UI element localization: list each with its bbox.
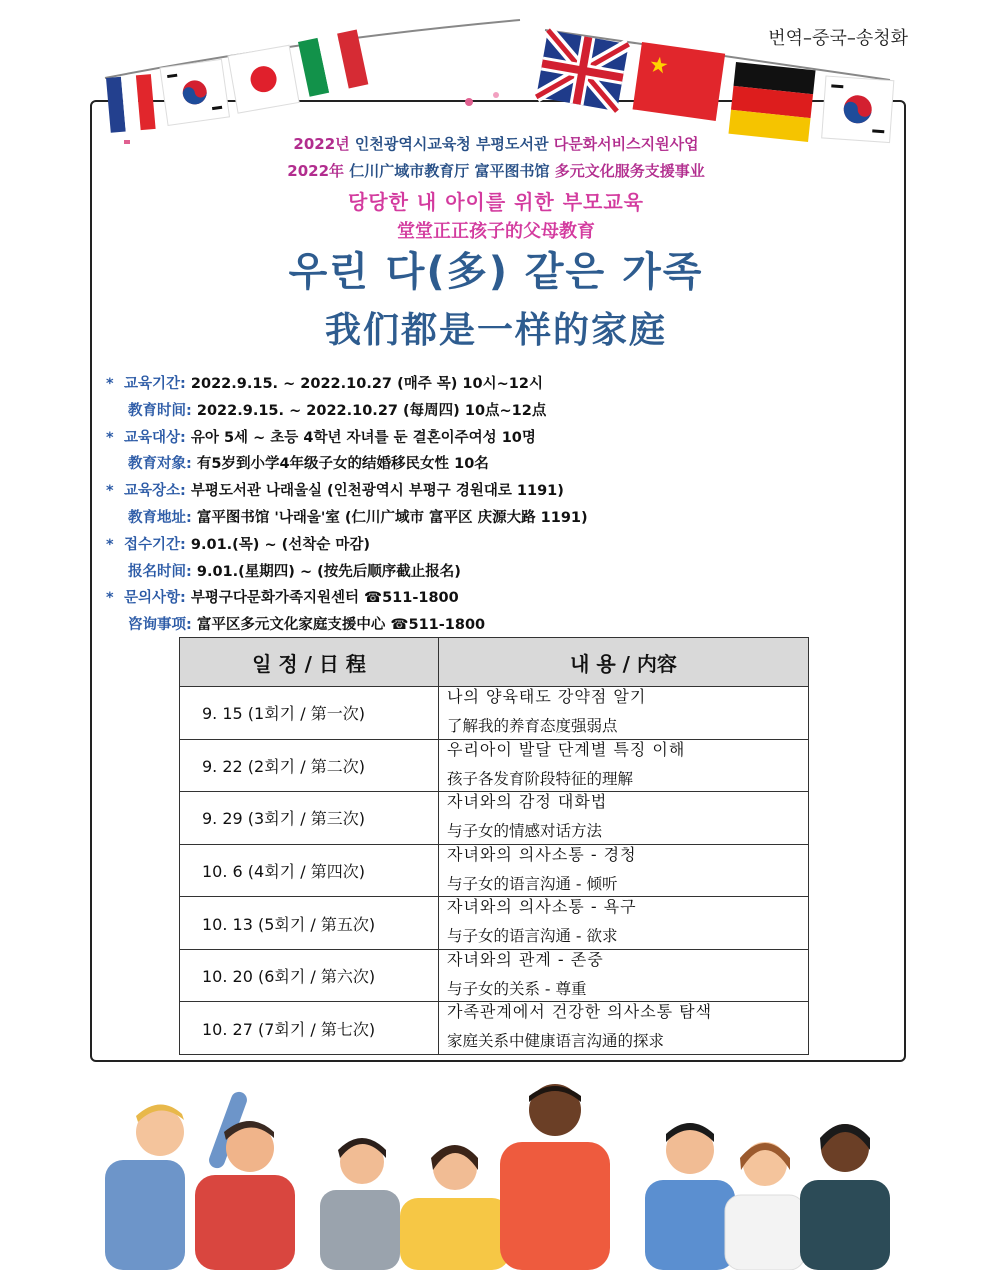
schedule-header-content: 내 용 / 内容 xyxy=(439,638,809,687)
header-line-zh: 2022年 仁川广域市教育厅 富平图书馆 多元文化服务支援事业 xyxy=(287,162,705,180)
session-content: 나의 양육태도 강약점 알기 了解我的养育态度强弱点 xyxy=(439,687,809,740)
info-row: 教育对象: 有5岁到小学4年级子女的结婚移民女性 10名 xyxy=(128,456,489,473)
table-row xyxy=(180,739,809,792)
session-date: 9. 15 (1회기 / 第一次) xyxy=(180,687,439,740)
translator-credit: 번역–중국–송청화 xyxy=(768,28,908,49)
info-row: 报名时间: 9.01.(星期四) ~ (按先后顺序截止报名) xyxy=(128,563,461,580)
title-zh: 我们都是一样的家庭 xyxy=(324,310,667,351)
info-row: 咨询事项: 富平区多元文化家庭支援中心 ☎511-1800 xyxy=(128,617,486,634)
session-content: 자녀와의 감정 대화법 与子女的情感对话方法 xyxy=(439,792,809,845)
session-content: 자녀와의 의사소통 - 경청 与子女的语言沟通 - 倾听 xyxy=(439,844,809,897)
table-row xyxy=(180,687,809,740)
info-row: * 교육기간: 2022.9.15. ~ 2022.10.27 (매주 목) 10시~12시 xyxy=(106,376,543,392)
subtitle-zh: 堂堂正正孩子的父母教育 xyxy=(397,221,595,242)
info-row: * 교육대상: 유아 5세 ~ 초등 4학년 자녀를 둔 결혼이주여성 10명 xyxy=(106,429,536,446)
info-row: 教育地址: 富平图书馆 '나래울'室 (仁川广域市 富平区 庆源大路 1191) xyxy=(128,509,588,526)
header-line-ko: 2022년 인천광역시교육청 부평도서관 다문화서비스지원사업 xyxy=(293,135,699,153)
info-section xyxy=(106,372,826,640)
session-date: 10. 27 (7회기 / 第七次) xyxy=(180,1002,439,1055)
session-date: 10. 6 (4회기 / 第四次) xyxy=(180,844,439,897)
session-content: 자녀와의 의사소통 - 욕구 与子女的语言沟通 - 欲求 xyxy=(439,897,809,950)
flag-bunting-icon xyxy=(0,0,992,150)
info-row: 教育时间: 2022.9.15. ~ 2022.10.27 (每周四) 10点~12点 xyxy=(128,402,547,419)
schedule-table xyxy=(179,637,809,1055)
session-date: 9. 22 (2회기 / 第二次) xyxy=(180,739,439,792)
info-row: * 교육장소: 부평도서관 나래울실 (인천광역시 부평구 경원대로 1191) xyxy=(106,483,564,500)
session-date: 10. 13 (5회기 / 第五次) xyxy=(180,897,439,950)
cheering-people-illustration-icon xyxy=(100,1080,895,1270)
info-row: * 접수기간: 9.01.(목) ~ (선착순 마감) xyxy=(106,536,371,553)
session-content: 자녀와의 관계 - 존중 与子女的关系 - 尊重 xyxy=(439,949,809,1002)
session-content: 가족관계에서 건강한 의사소통 탐색 家庭关系中健康语言沟通的探求 xyxy=(439,1002,809,1055)
info-row: * 문의사항: 부평구다문화가족지원센터 ☎511-1800 xyxy=(106,590,459,607)
subtitle-ko: 당당한 내 아이를 위한 부모교육 xyxy=(347,190,644,214)
table-row xyxy=(180,792,809,845)
schedule-header-date: 일 정 / 日 程 xyxy=(180,638,439,687)
schedule-header-row xyxy=(180,638,809,687)
session-date: 9. 29 (3회기 / 第三次) xyxy=(180,792,439,845)
table-row xyxy=(180,949,809,1002)
svg-text:★: ★ xyxy=(647,52,671,80)
title-ko: 우린 다(多) 같은 가족 xyxy=(288,249,704,295)
session-date: 10. 20 (6회기 / 第六次) xyxy=(180,949,439,1002)
table-row xyxy=(180,844,809,897)
table-row xyxy=(180,1002,809,1055)
table-row xyxy=(180,897,809,950)
session-content: 우리아이 발달 단계별 특징 이해 孩子各发育阶段特征的理解 xyxy=(439,739,809,792)
